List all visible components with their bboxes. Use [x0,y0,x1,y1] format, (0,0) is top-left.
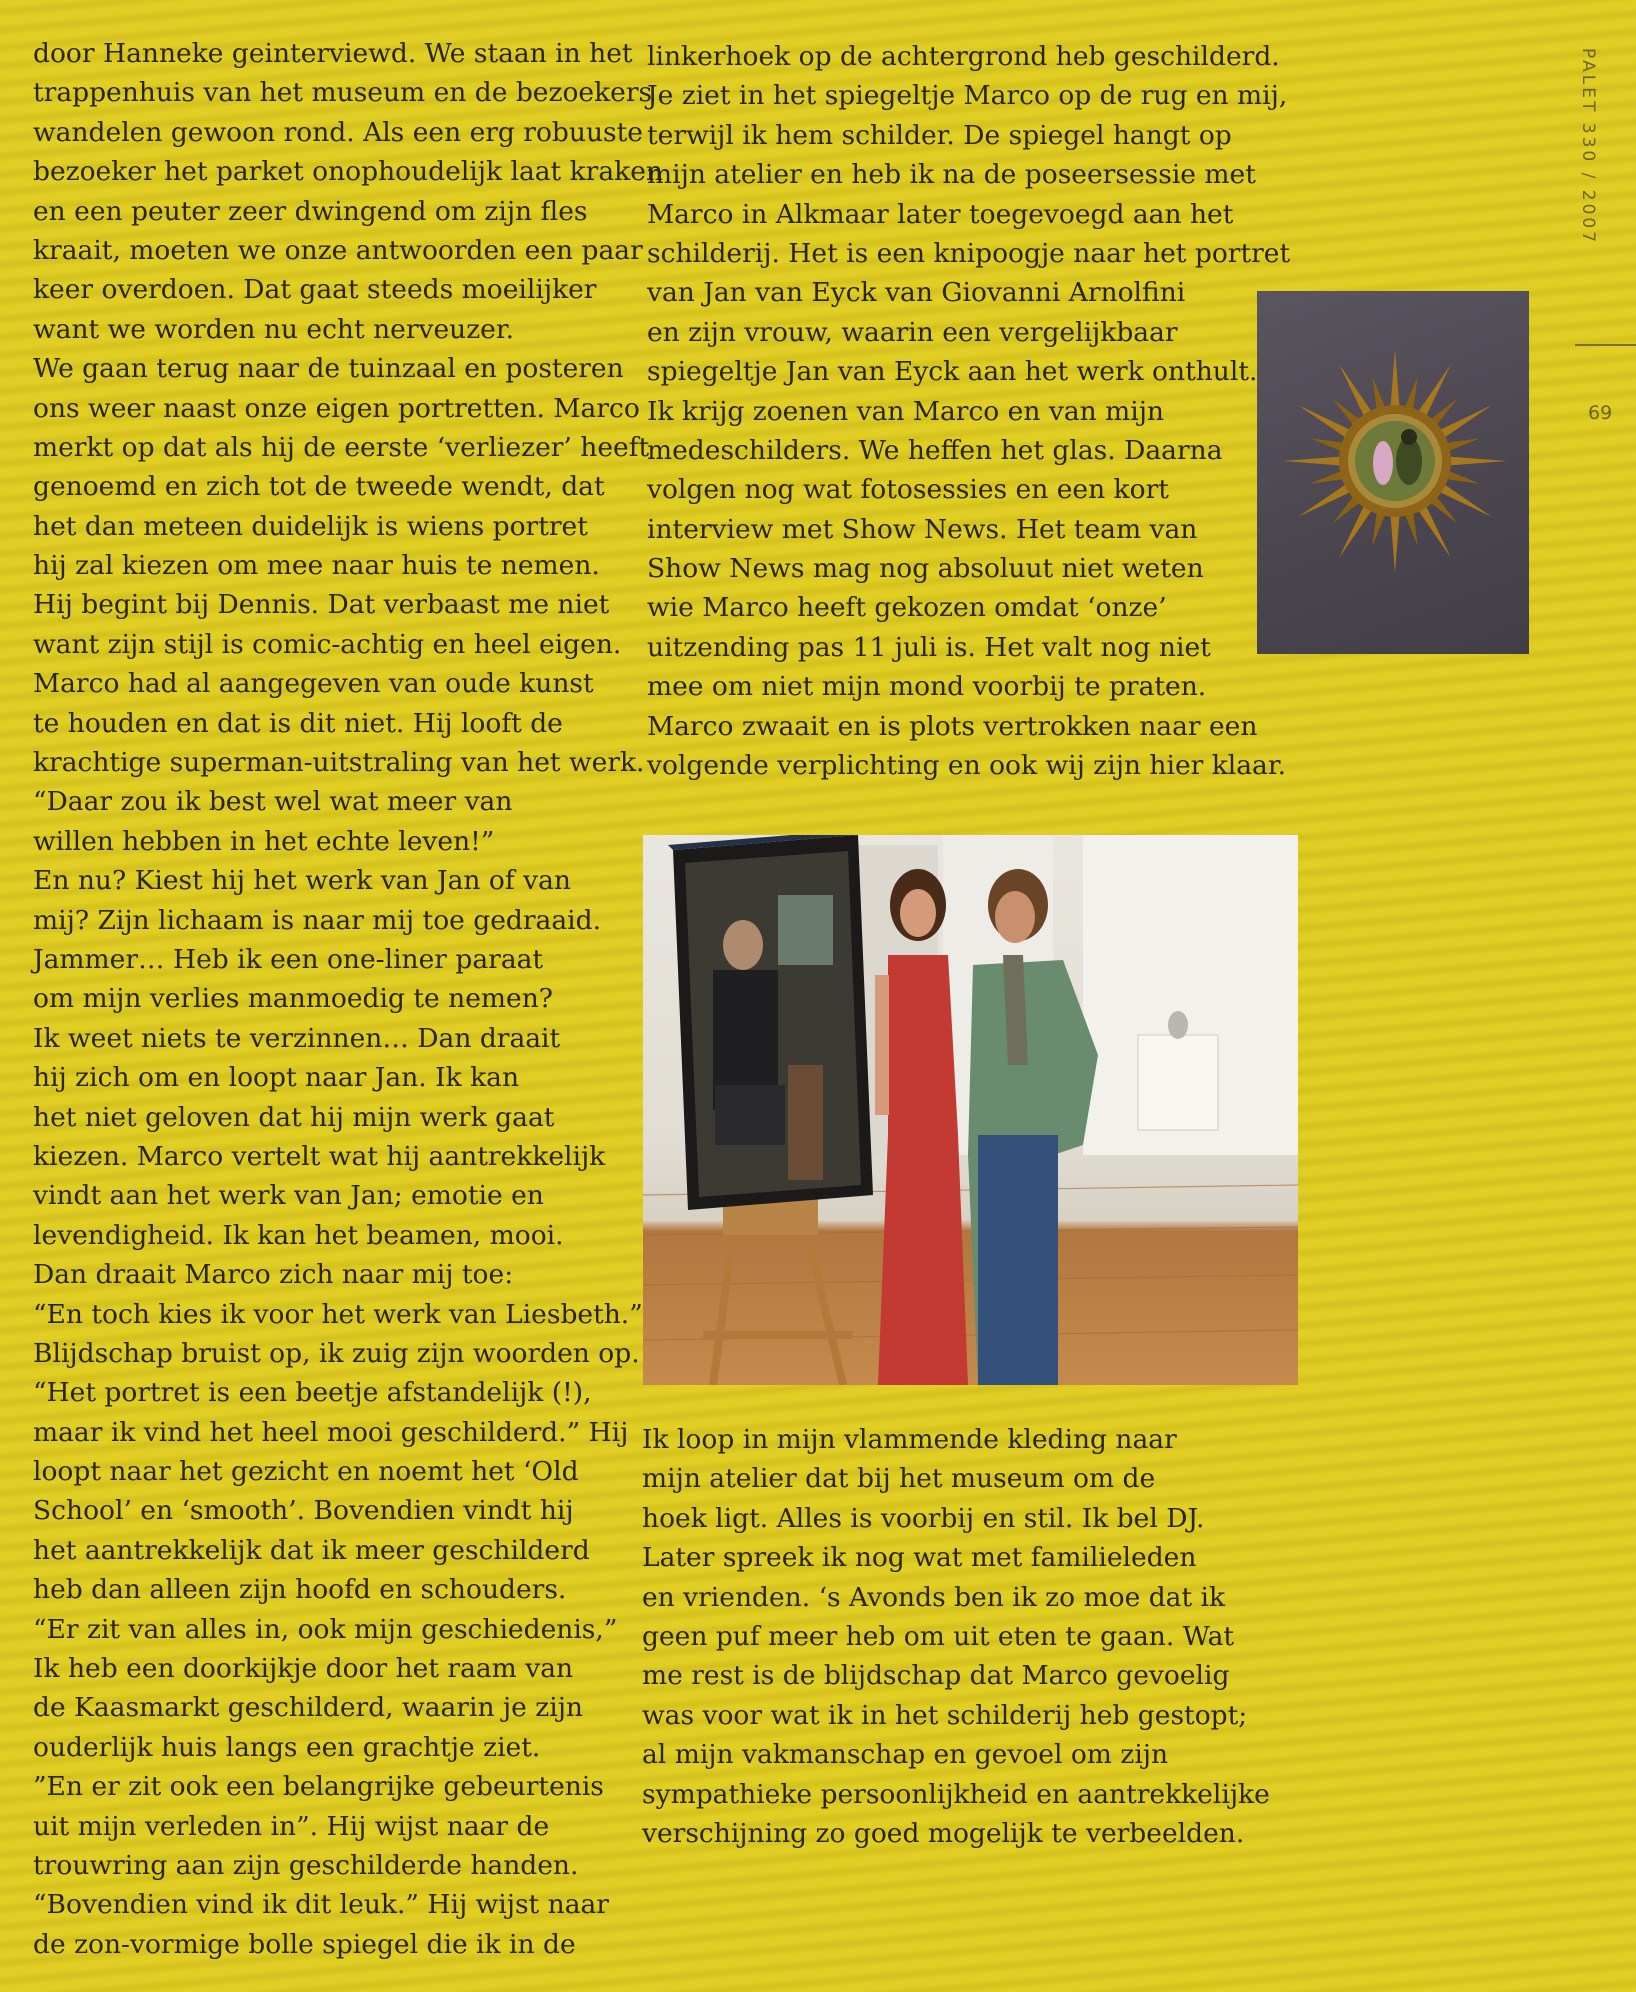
text-line: Je ziet in het spiegeltje Marco op de rug en mij, [647,80,1288,112]
text-line: door Hanneke geinterviewd. We staan in het [33,38,633,69]
text-line: maar ik vind het heel mooi geschilderd.” Hij [33,1416,629,1448]
sidebar-rule [1575,344,1636,346]
text-line: medeschilders. We heffen het glas. Daarna [647,434,1223,466]
text-line: want we worden nu echt nerveuzer. [33,313,515,345]
text-line: “Er zit van alles in, ook mijn geschiedenis,” [33,1613,618,1645]
sun-mirror-illustration [1257,291,1529,654]
issue-label: PALET 330 / 2007 [1578,48,1598,246]
text-line: Show News mag nog absoluut niet weten [647,553,1204,585]
text-line: mijn atelier en heb ik na de poseersessie met [647,159,1256,191]
gallery-portrait-photo [643,835,1298,1385]
text-line: schilderij. Het is een knipoogje naar het portret [647,237,1291,269]
text-line: spiegeltje Jan van Eyck aan het werk onthult. [647,356,1258,388]
text-line: mee om niet mijn mond voorbij te praten. [647,671,1207,703]
text-line: keer overdoen. Dat gaat steeds moeilijker [33,274,597,306]
text-line: want zijn stijl is comic-achtig en heel eigen. [33,628,622,660]
text-line: om mijn verlies manmoedig te nemen? [33,983,553,1015]
text-line: het aantrekkelijk dat ik meer geschilderd [33,1534,590,1566]
article-column-right-bottom [642,1420,1270,1853]
text-line: de Kaasmarkt geschilderd, waarin je zijn [33,1692,583,1724]
text-line: vindt aan het werk van Jan; emotie en [33,1180,544,1212]
text-line: “Daar zou ik best wel wat meer van [33,786,513,818]
text-line: wie Marco heeft gekozen omdat ‘onze’ [647,592,1167,624]
text-line: levendigheid. Ik kan het beamen, mooi. [33,1219,564,1251]
text-line: de zon-vormige bolle spiegel die ik in de [33,1928,576,1960]
mirror-ray [1283,456,1343,465]
text-line: Marco zwaait en is plots vertrokken naar een [647,710,1258,742]
mirror-ray [1390,349,1399,409]
text-line: Later spreek ik nog wat met familieleden [642,1542,1197,1574]
text-line: krachtige superman-uitstraling van het werk. [33,747,645,779]
text-line: We gaan terug naar de tuinzaal en posteren [33,353,624,385]
text-line: geen puf meer heb om uit eten te gaan. Wat [642,1620,1235,1652]
text-line: en vrienden. ‘s Avonds ben ik zo moe dat ik [642,1581,1226,1613]
text-line: ”En er zit ook een belangrijke gebeurtenis [33,1771,604,1803]
text-line: En nu? Kiest hij het werk van Jan of van [33,865,571,897]
text-line: School’ en ‘smooth’. Bovendien vindt hij [33,1495,574,1527]
text-line: het niet geloven dat hij mijn werk gaat [33,1101,555,1133]
text-line: hij zal kiezen om mee naar huis te nemen. [33,550,600,582]
gallery-scene-illustration [643,835,1298,1385]
text-line: hij zich om en loopt naar Jan. Ik kan [33,1062,520,1094]
text-line: en een peuter zeer dwingend om zijn fles [33,195,588,227]
article-column-right-top [647,37,1290,785]
text-line: mij? Zijn lichaam is naar mij toe gedraaid. [33,904,602,936]
text-line: ons weer naast onze eigen portretten. Marco [33,392,640,424]
text-line: Jammer… Heb ik een one-liner paraat [33,943,544,975]
page-number: 69 [1588,402,1613,424]
text-line: Hij begint bij Dennis. Dat verbaast me niet [33,589,610,621]
text-line: ouderlijk huis langs een grachtje ziet. [33,1731,541,1763]
mirror-glass [1355,421,1435,501]
text-line: me rest is de blijdschap dat Marco gevoelig [642,1660,1230,1692]
text-line: Dan draait Marco zich naar mij toe: [33,1259,514,1291]
text-line: trouwring aan zijn geschilderde handen. [33,1849,579,1881]
text-line: linkerhoek op de achtergrond heb geschilderd. [647,41,1280,72]
text-line: al mijn vakmanschap en gevoel om zijn [642,1739,1169,1771]
article-column-left [33,34,663,1964]
text-line: wandelen gewoon rond. Als een erg robuuste [33,116,643,148]
text-line: Blijdschap bruist op, ik zuig zijn woorden op. [33,1337,640,1369]
text-line: “En toch kies ik voor het werk van Liesbeth.” [33,1298,643,1330]
text-line: te houden en dat is dit niet. Hij looft de [33,707,563,739]
text-line: heb dan alleen zijn hoofd en schouders. [33,1574,567,1606]
text-line: was voor wat ik in het schilderij heb gestopt; [642,1699,1248,1731]
text-line: mijn atelier dat bij het museum om de [642,1463,1156,1495]
sun-mirror-photo [1257,291,1529,654]
text-line: terwijl ik hem schilder. De spiegel hangt op [647,119,1232,151]
text-line: trappenhuis van het museum en de bezoekers [33,77,653,109]
text-line: hoek ligt. Alles is voorbij en stil. Ik bel DJ. [642,1502,1205,1534]
mirror-ray [1447,456,1507,465]
text-line: genoemd en zich tot de tweede wendt, dat [33,471,605,503]
text-line: Marco in Alkmaar later toegevoegd aan het [647,198,1234,230]
text-line: Ik krijg zoenen van Marco en van mijn [647,395,1164,427]
text-line: loopt naar het gezicht en noemt het ‘Old [33,1456,579,1488]
text-line: van Jan van Eyck van Giovanni Arnolfini [647,277,1186,309]
text-line: Marco had al aangegeven van oude kunst [33,668,594,700]
text-line: “Het portret is een beetje afstandelijk (!), [33,1377,592,1409]
text-line: interview met Show News. Het team van [647,513,1198,545]
text-line: sympathieke persoonlijkheid en aantrekkelijke [642,1778,1270,1810]
text-line: uitzending pas 11 juli is. Het valt nog niet [647,631,1211,663]
text-line: Ik weet niets te verzinnen… Dan draait [33,1022,561,1054]
text-line: volgen nog wat fotosessies en een kort [647,474,1169,506]
text-line: Ik heb een doorkijkje door het raam van [33,1653,574,1685]
text-line: bezoeker het parket onophoudelijk laat kraken [33,156,663,188]
text-line: kiezen. Marco vertelt wat hij aantrekkelijk [33,1140,606,1172]
text-line: het dan meteen duidelijk is wiens portret [33,510,588,542]
text-line: Ik loop in mijn vlammende kleding naar [642,1424,1177,1455]
text-line: verschijning zo goed mogelijk te verbeelden. [642,1817,1245,1849]
text-line: uit mijn verleden in”. Hij wijst naar de [33,1810,550,1842]
text-line: merkt op dat als hij de eerste ‘verliezer’ heeft [33,431,650,463]
text-line: “Bovendien vind ik dit leuk.” Hij wijst naar [33,1889,609,1921]
mirror-ray [1390,513,1399,573]
text-line: willen hebben in het echte leven!” [33,825,495,857]
text-line: kraait, moeten we onze antwoorden een paar [33,234,643,266]
text-line: volgende verplichting en ook wij zijn hier klaar. [647,750,1287,782]
text-line: en zijn vrouw, waarin een vergelijkbaar [647,316,1178,348]
